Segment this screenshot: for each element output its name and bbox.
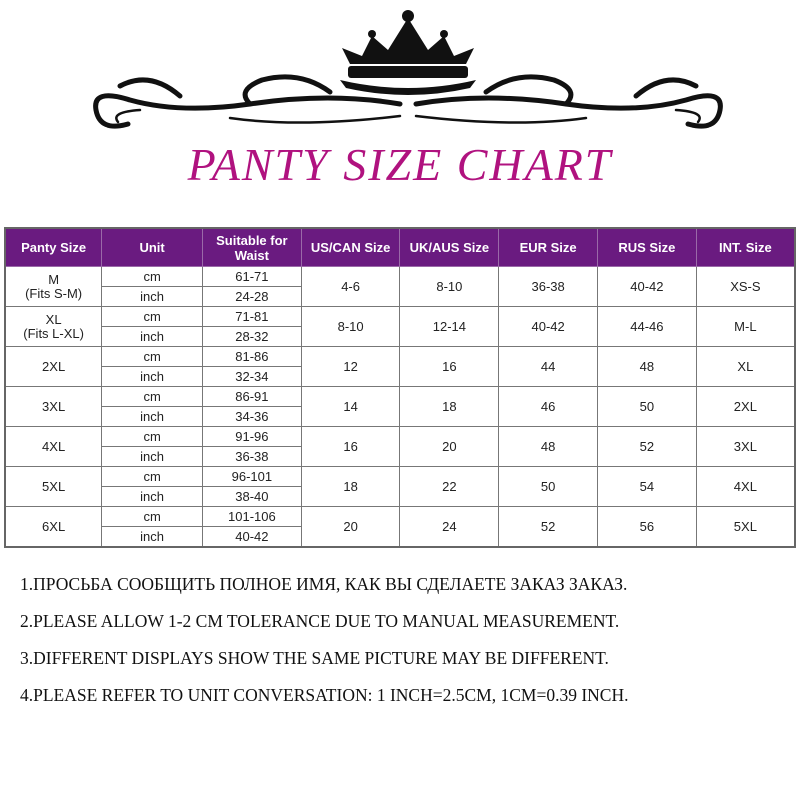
panty-size-label: 4XL [42,438,66,454]
unit-cell-inch: inch [102,447,203,467]
note-item: 2.PLEASE ALLOW 1-2 CM TOLERANCE DUE TO MANUAL MEASUREMENT. [20,611,620,631]
column-header-uk-aus: UK/AUS Size [400,228,499,267]
column-header-rus: RUS Size [597,228,696,267]
uk-aus-size-cell: 18 [400,387,499,427]
fits-range-label: (Fits L-XL) [23,325,84,341]
us-can-size-cell: 18 [301,467,400,507]
int-size-cell: 2XL [696,387,795,427]
panty-size-cell [5,387,102,427]
unit-cell-inch: inch [102,487,203,507]
rus-size-cell: 50 [597,387,696,427]
header [0,0,800,200]
panty-size-label: 3XL [42,398,66,414]
eur-size-cell: 40-42 [499,307,598,347]
column-header-us-can: US/CAN Size [301,228,400,267]
table-body [5,267,795,548]
rus-size-cell: 40-42 [597,267,696,307]
panty-size-cell [5,507,102,548]
rus-size-cell: 54 [597,467,696,507]
waist-cm-cell: 96-101 [202,467,301,487]
uk-aus-size-cell: 22 [400,467,499,507]
unit-cell-cm: cm [102,467,203,487]
unit-cell-inch: inch [102,327,203,347]
fits-range-label: (Fits S-M) [25,285,83,301]
note-item: 4.PLEASE REFER TO UNIT CONVERSATION: 1 INCH=2.5CM, 1CM=0.39 INCH. [20,685,629,705]
waist-cm-cell: 91-96 [202,427,301,447]
table-row [5,267,795,287]
eur-size-cell: 52 [499,507,598,548]
us-can-size-cell: 20 [301,507,400,548]
int-size-cell: M-L [696,307,795,347]
note-item: 3.DIFFERENT DISPLAYS SHOW THE SAME PICTURE MAY BE DIFFERENT. [20,648,609,668]
waist-inch-cell: 40-42 [202,527,301,548]
eur-size-cell: 50 [499,467,598,507]
unit-cell-inch: inch [102,367,203,387]
panty-size-label: 5XL [42,478,66,494]
table-row [5,467,795,487]
us-can-size-cell: 16 [301,427,400,467]
waist-cm-cell: 81-86 [202,347,301,367]
unit-cell-inch: inch [102,407,203,427]
unit-cell-cm: cm [102,427,203,447]
waist-cm-cell: 61-71 [202,267,301,287]
note-item: 1.ПРОСЬБА СООБЩИТЬ ПОЛНОЕ ИМЯ, КАК ВЫ СДЕЛАЕТЕ ЗАКАЗ ЗАКАЗ. [20,574,628,594]
panty-size-label: 2XL [42,358,66,374]
table-row [5,387,795,407]
us-can-size-cell: 12 [301,347,400,387]
unit-cell-inch: inch [102,287,203,307]
int-size-cell: XL [696,347,795,387]
eur-size-cell: 46 [499,387,598,427]
page-title: PANTY SIZE CHART [187,139,613,190]
int-size-cell: XS-S [696,267,795,307]
crown-ornament-logo [0,0,800,140]
unit-cell-cm: cm [102,507,203,527]
us-can-size-cell: 14 [301,387,400,427]
eur-size-cell: 48 [499,427,598,467]
rus-size-cell: 52 [597,427,696,467]
rus-size-cell: 56 [597,507,696,548]
panty-size-cell [5,427,102,467]
panty-size-cell [5,467,102,507]
panty-size-label: M [48,271,60,287]
uk-aus-size-cell: 12-14 [400,307,499,347]
panty-size-label: XL [45,311,62,327]
waist-inch-cell: 24-28 [202,287,301,307]
waist-cm-cell: 101-106 [202,507,301,527]
size-chart-table [4,227,796,548]
unit-cell-cm: cm [102,387,203,407]
table-row [5,347,795,367]
eur-size-cell: 44 [499,347,598,387]
column-header-eur: EUR Size [499,228,598,267]
uk-aus-size-cell: 8-10 [400,267,499,307]
panty-size-cell [5,307,102,347]
column-header-int: INT. Size [696,228,795,267]
eur-size-cell: 36-38 [499,267,598,307]
int-size-cell: 4XL [696,467,795,507]
panty-size-cell [5,347,102,387]
table-row [5,427,795,447]
uk-aus-size-cell: 24 [400,507,499,548]
column-header-waist: Suitable for Waist [202,228,301,267]
unit-cell-cm: cm [102,307,203,327]
uk-aus-size-cell: 16 [400,347,499,387]
unit-cell-inch: inch [102,527,203,548]
table-row [5,507,795,527]
waist-inch-cell: 34-36 [202,407,301,427]
unit-cell-cm: cm [102,347,203,367]
int-size-cell: 3XL [696,427,795,467]
panty-size-label: 6XL [42,518,66,534]
column-header-panty-size: Panty Size [5,228,102,267]
us-can-size-cell: 8-10 [301,307,400,347]
int-size-cell: 5XL [696,507,795,548]
waist-cm-cell: 71-81 [202,307,301,327]
us-can-size-cell: 4-6 [301,267,400,307]
uk-aus-size-cell: 20 [400,427,499,467]
waist-inch-cell: 38-40 [202,487,301,507]
rus-size-cell: 44-46 [597,307,696,347]
waist-inch-cell: 32-34 [202,367,301,387]
rus-size-cell: 48 [597,347,696,387]
waist-inch-cell: 36-38 [202,447,301,467]
table-row [5,307,795,327]
table-header-row [5,228,795,267]
waist-cm-cell: 86-91 [202,387,301,407]
panty-size-cell [5,267,102,307]
notes-list [20,570,790,718]
unit-cell-cm: cm [102,267,203,287]
column-header-unit: Unit [102,228,203,267]
waist-inch-cell: 28-32 [202,327,301,347]
